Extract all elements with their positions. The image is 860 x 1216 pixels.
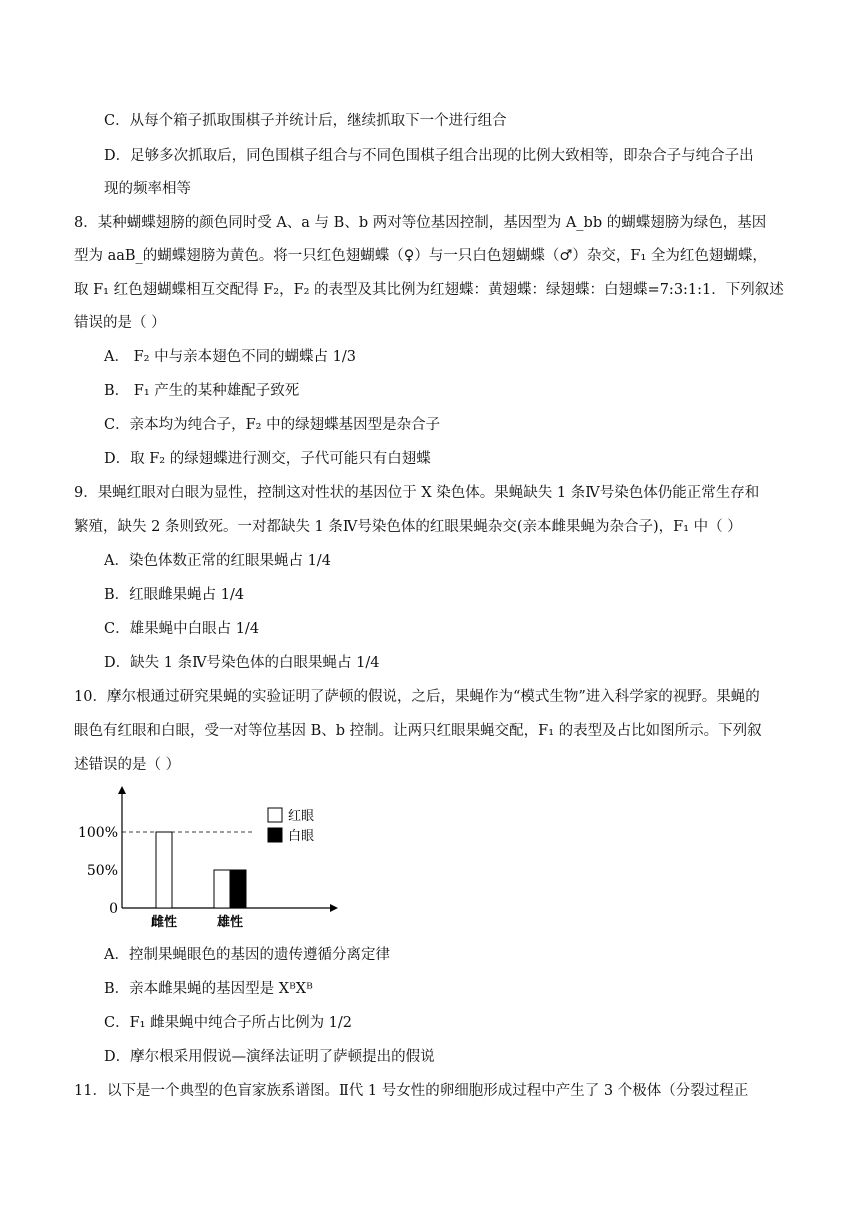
option-10c: C．F₁ 雌果蝇中纯合子所占比例为 1/2	[104, 1015, 353, 1031]
y-tick-label: 100%	[77, 825, 118, 841]
question-9-line-1: 9．果蝇红眼对白眼为显性，控制这对性状的基因位于 X 染色体。果蝇缺失 1 条Ⅳ号染色体仍能正常生存和	[74, 485, 760, 501]
y-tick-label: 0	[109, 901, 118, 917]
option-7d: D．足够多次抓取后，同色围棋子组合与不同色围棋子组合出现的比例大致相等，即杂合子与纯合子出	[104, 148, 754, 164]
option-8c: C．亲本均为纯合子，F₂ 中的绿翅蝶基因型是杂合子	[104, 417, 441, 433]
eye-color-bar-chart	[72, 782, 342, 932]
question-8-line-1: 8．某种蝴蝶翅膀的颜色同时受 A、a 与 B、b 两对等位基因控制，基因型为 A_bb 的蝴蝶翅膀为绿色，基因	[74, 215, 767, 231]
bar-female-red-eye	[156, 832, 172, 908]
x-category-label: 雄性	[216, 915, 244, 930]
y-axis-arrow	[118, 786, 126, 794]
y-tick-label: 50%	[86, 863, 118, 879]
x-category-label: 雌性	[150, 915, 178, 930]
x-axis-arrow	[330, 904, 338, 912]
legend-swatch	[268, 828, 282, 842]
question-10-line-2: 眼色有红眼和白眼，受一对等位基因 B、b 控制。让两只红眼果蝇交配，F₁ 的表型及占比如图所示。下列叙	[74, 723, 762, 739]
question-10-line-3: 述错误的是（ ）	[74, 757, 181, 773]
legend-label: 红眼	[288, 809, 315, 824]
y-tick-labels	[78, 825, 118, 917]
option-8d: D．取 F₂ 的绿翅蝶进行测交，子代可能只有白翅蝶	[104, 451, 431, 467]
question-10-line-1: 10．摩尔根通过研究果蝇的实验证明了萨顿的假说，之后，果蝇作为“模式生物”进入科学家的视野。果蝇的	[74, 689, 760, 705]
option-9c: C．雄果蝇中白眼占 1/4	[104, 621, 260, 637]
option-9b: B．红眼雌果蝇占 1/4	[104, 587, 245, 603]
legend-label: 白眼	[288, 829, 315, 844]
bar-male-red-eye	[214, 870, 230, 908]
question-8-line-2: 型为 aaB_的蝴蝶翅膀为黄色。将一只红色翅蝴蝶（♀）与一只白色翅蝴蝶（♂）杂交，F₁ 全为红色翅蝴蝶，	[74, 248, 767, 264]
question-9-line-2: 繁殖，缺失 2 条则致死。一对都缺失 1 条Ⅳ号染色体的红眼果蝇杂交(亲本雌果蝇为杂合子)，F₁ 中（ ）	[74, 519, 742, 535]
option-9d: D．缺失 1 条Ⅳ号染色体的白眼果蝇占 1/4	[104, 655, 380, 671]
bar-male-white-eye	[230, 870, 246, 908]
option-10a: A．控制果蝇眼色的基因的遗传遵循分离定律	[104, 947, 390, 963]
question-8-line-4: 错误的是（ ）	[74, 315, 166, 331]
option-7c: C．从每个箱子抓取围棋子并统计后，继续抓取下一个进行组合	[104, 113, 507, 129]
option-10b: B．亲本雌果蝇的基因型是 XᴮXᴮ	[104, 981, 313, 997]
option-10d: D．摩尔根采用假说—演绎法证明了萨顿提出的假说	[104, 1049, 435, 1065]
legend	[268, 808, 314, 844]
bars	[156, 832, 246, 908]
option-9a: A．染色体数正常的红眼果蝇占 1/4	[104, 553, 331, 569]
option-7d-cont: 现的频率相等	[104, 181, 191, 197]
legend-swatch	[268, 808, 282, 822]
x-category-labels	[150, 914, 243, 930]
option-8a: A． F₂ 中与亲本翅色不同的蝴蝶占 1/3	[104, 349, 357, 365]
question-11-line-1: 11．以下是一个典型的色盲家族系谱图。Ⅱ代 1 号女性的卵细胞形成过程中产生了 3 个极体（分裂过程正	[74, 1083, 749, 1099]
question-8-line-3: 取 F₁ 红色翅蝴蝶相互交配得 F₂，F₂ 的表型及其比例为红翅蝶：黄翅蝶：绿翅蝶：白翅蝶=7:3:1:1．下列叙述	[74, 282, 784, 298]
option-8b: B． F₁ 产生的某种雄配子致死	[104, 383, 300, 399]
